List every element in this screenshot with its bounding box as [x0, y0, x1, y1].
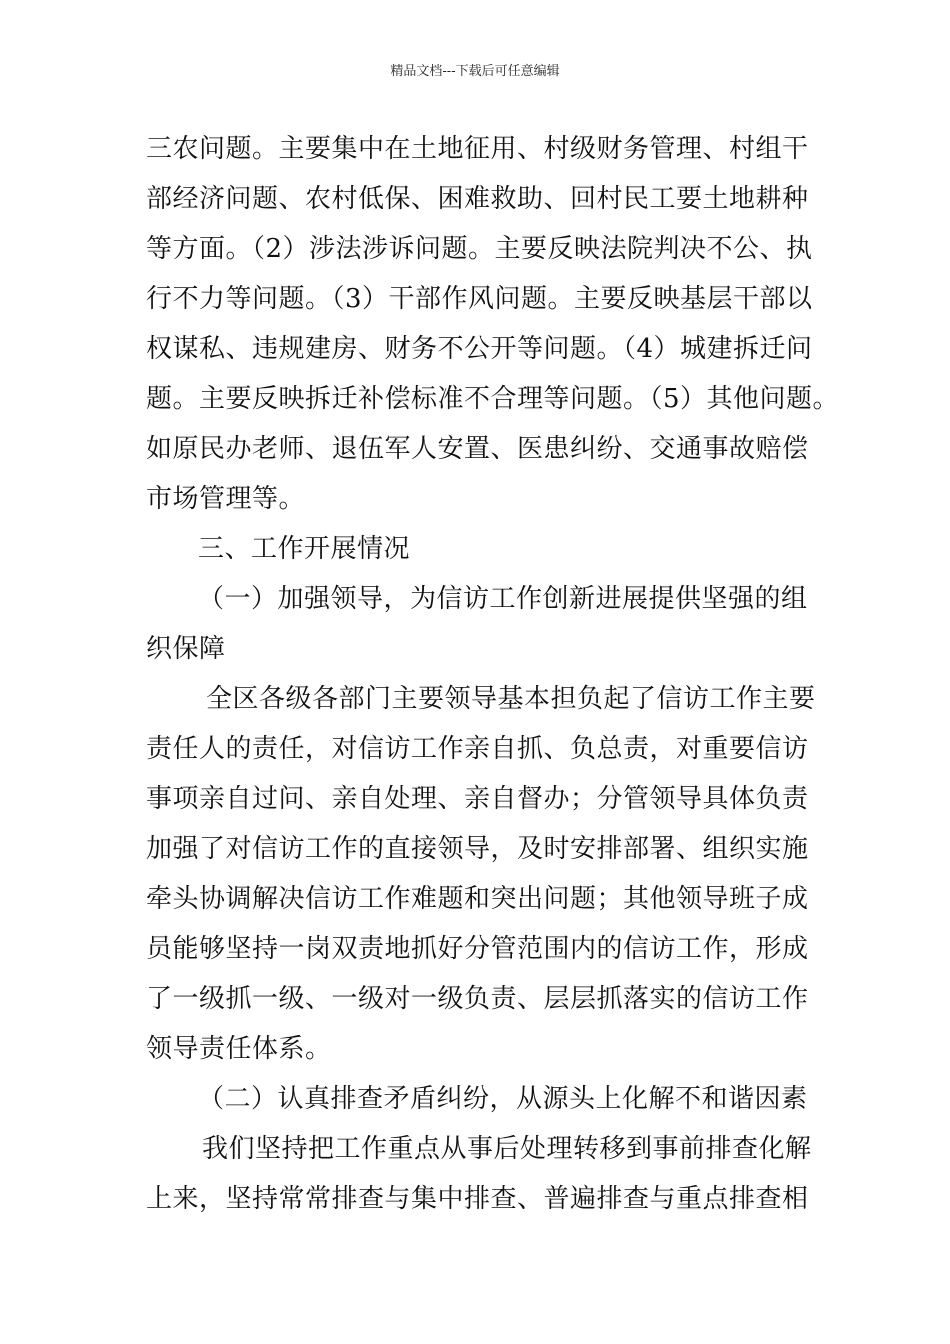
text-line: 牵头协调解决信访工作难题和突出问题；其他领导班子成 — [146, 884, 809, 914]
text-line: 上来，坚持常常排查与集中排查、普遍排查与重点排查相 — [146, 1184, 809, 1214]
text-line: 市场管理等。 — [146, 484, 306, 514]
text-line: 责任人的责任，对信访工作亲自抓、负总责，对重要信访 — [146, 734, 809, 764]
text-line: 题。主要反映拆迁补偿标准不合理等问题。（5）其他问题。 — [146, 384, 840, 414]
subsection-heading: （一）加强领导，为信访工作创新进展提供坚强的组 — [198, 584, 808, 614]
text-line: 等方面。（2）涉法涉诉问题。主要反映法院判决不公、执 — [146, 234, 813, 264]
text-line: 如原民办老师、退伍军人安置、医患纠纷、交通事故赔偿 — [146, 434, 809, 464]
text-line: 领导责任体系。 — [146, 1034, 332, 1064]
text-line: 三农问题。主要集中在土地征用、村级财务管理、村组干 — [146, 134, 809, 164]
subsection-heading: （二）认真排查矛盾纠纷，从源头上化解不和谐因素 — [198, 1084, 808, 1114]
text-line: 行不力等问题。（3）干部作风问题。主要反映基层干部以 — [146, 284, 813, 314]
page-header: 精品文档---下载后可任意编辑 — [390, 64, 560, 79]
text-line: 织保障 — [146, 634, 226, 664]
text-line: 权谋私、违规建房、财务不公开等问题。（4）城建拆迁问 — [146, 334, 813, 364]
paragraph-first-line: 全区各级各部门主要领导基本担负起了信访工作主要 — [206, 684, 816, 714]
section-heading: 三、工作开展情况 — [198, 534, 411, 564]
text-line: 事项亲自过问、亲自处理、亲自督办；分管领导具体负责 — [146, 784, 809, 814]
paragraph-first-line: 我们坚持把工作重点从事后处理转移到事前排查化解 — [202, 1134, 812, 1164]
text-line: 部经济问题、农村低保、困难救助、回村民工要土地耕种 — [146, 184, 809, 214]
text-line: 加强了对信访工作的直接领导，及时安排部署、组织实施 — [146, 834, 809, 864]
document-body — [146, 124, 840, 1224]
text-line: 了一级抓一级、一级对一级负责、层层抓落实的信访工作 — [146, 984, 809, 1014]
text-line: 员能够坚持一岗双责地抓好分管范围内的信访工作，形成 — [146, 934, 809, 964]
